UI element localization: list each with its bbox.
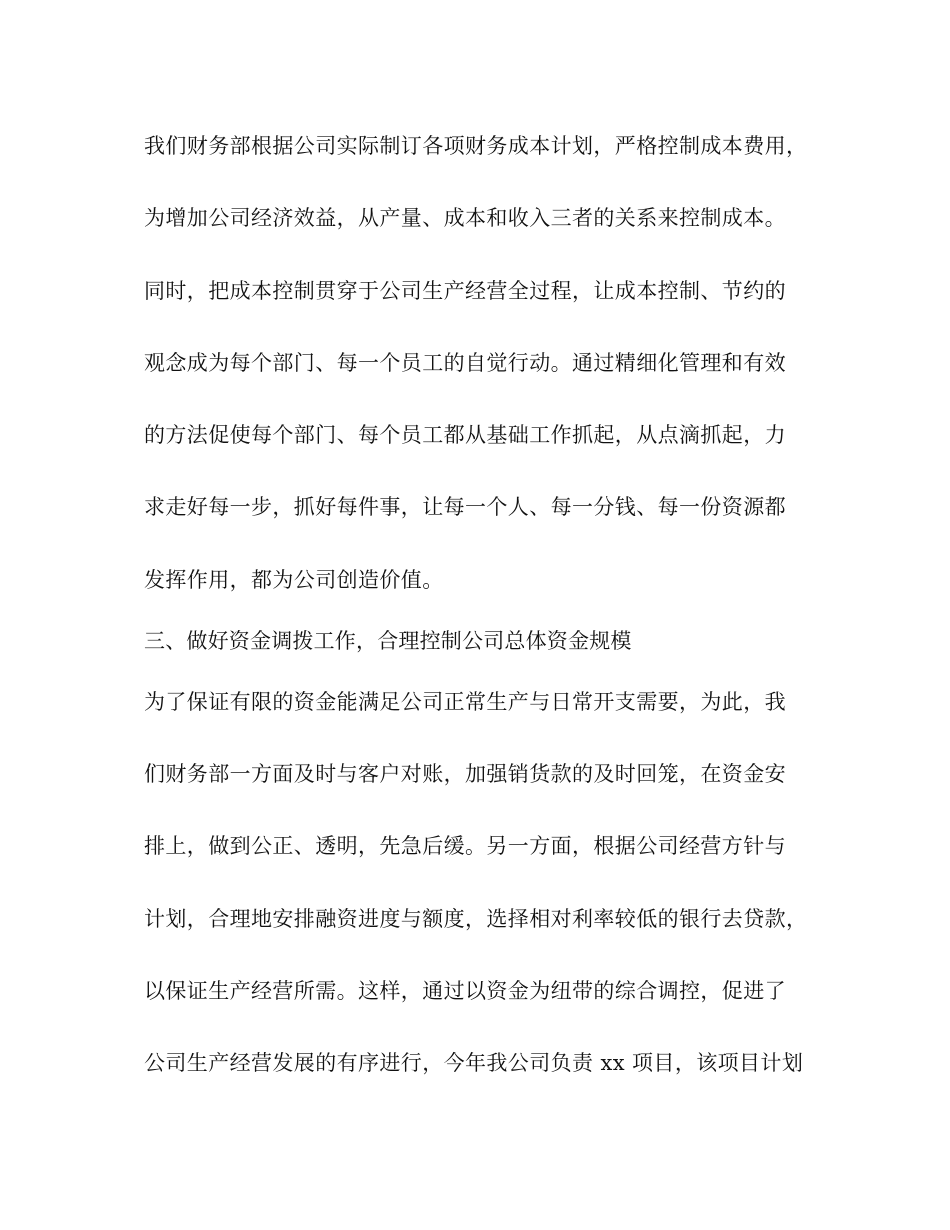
- paragraph-1-line-5: 的方法促使每个部门、每个员工都从基础工作抓起，从点滴抓起，力: [144, 423, 786, 447]
- paragraph-1-line-1: 我们财务部根据公司实际制订各项财务成本计划，严格控制成本费用，: [144, 134, 808, 158]
- paragraph-2-line-3: 排上，做到公正、透明，先急后缓。另一方面，根据公司经营方针与: [144, 834, 786, 858]
- paragraph-1-line-2: 为增加公司经济效益，从产量、成本和收入三者的关系来控制成本。: [144, 206, 786, 230]
- paragraph-1-line-6: 求走好每一步，抓好每件事，让每一个人、每一分钱、每一份资源都: [144, 495, 786, 519]
- paragraph-2-line-2: 们财务部一方面及时与客户对账，加强销货款的及时回笼，在资金安: [144, 762, 786, 786]
- paragraph-1-line-4: 观念成为每个部门、每一个员工的自觉行动。通过精细化管理和有效: [144, 351, 786, 375]
- paragraph-2-line-1: 为了保证有限的资金能满足公司正常生产与日常开支需要，为此，我: [144, 690, 786, 714]
- paragraph-1-line-3: 同时，把成本控制贯穿于公司生产经营全过程，让成本控制、节约的: [144, 279, 786, 303]
- paragraph-2-line-4: 计划，合理地安排融资进度与额度，选择相对利率较低的银行去贷款，: [144, 907, 808, 931]
- section-heading: 三、做好资金调拨工作，合理控制公司总体资金规模: [144, 629, 632, 653]
- paragraph-2-line-6: 公司生产经营发展的有序进行，今年我公司负责 xx 项目，该项目计划: [144, 1051, 804, 1075]
- paragraph-1-line-7: 发挥作用，都为公司创造价值。: [144, 568, 444, 592]
- paragraph-2-line-5: 以保证生产经营所需。这样，通过以资金为纽带的综合调控，促进了: [144, 979, 786, 1003]
